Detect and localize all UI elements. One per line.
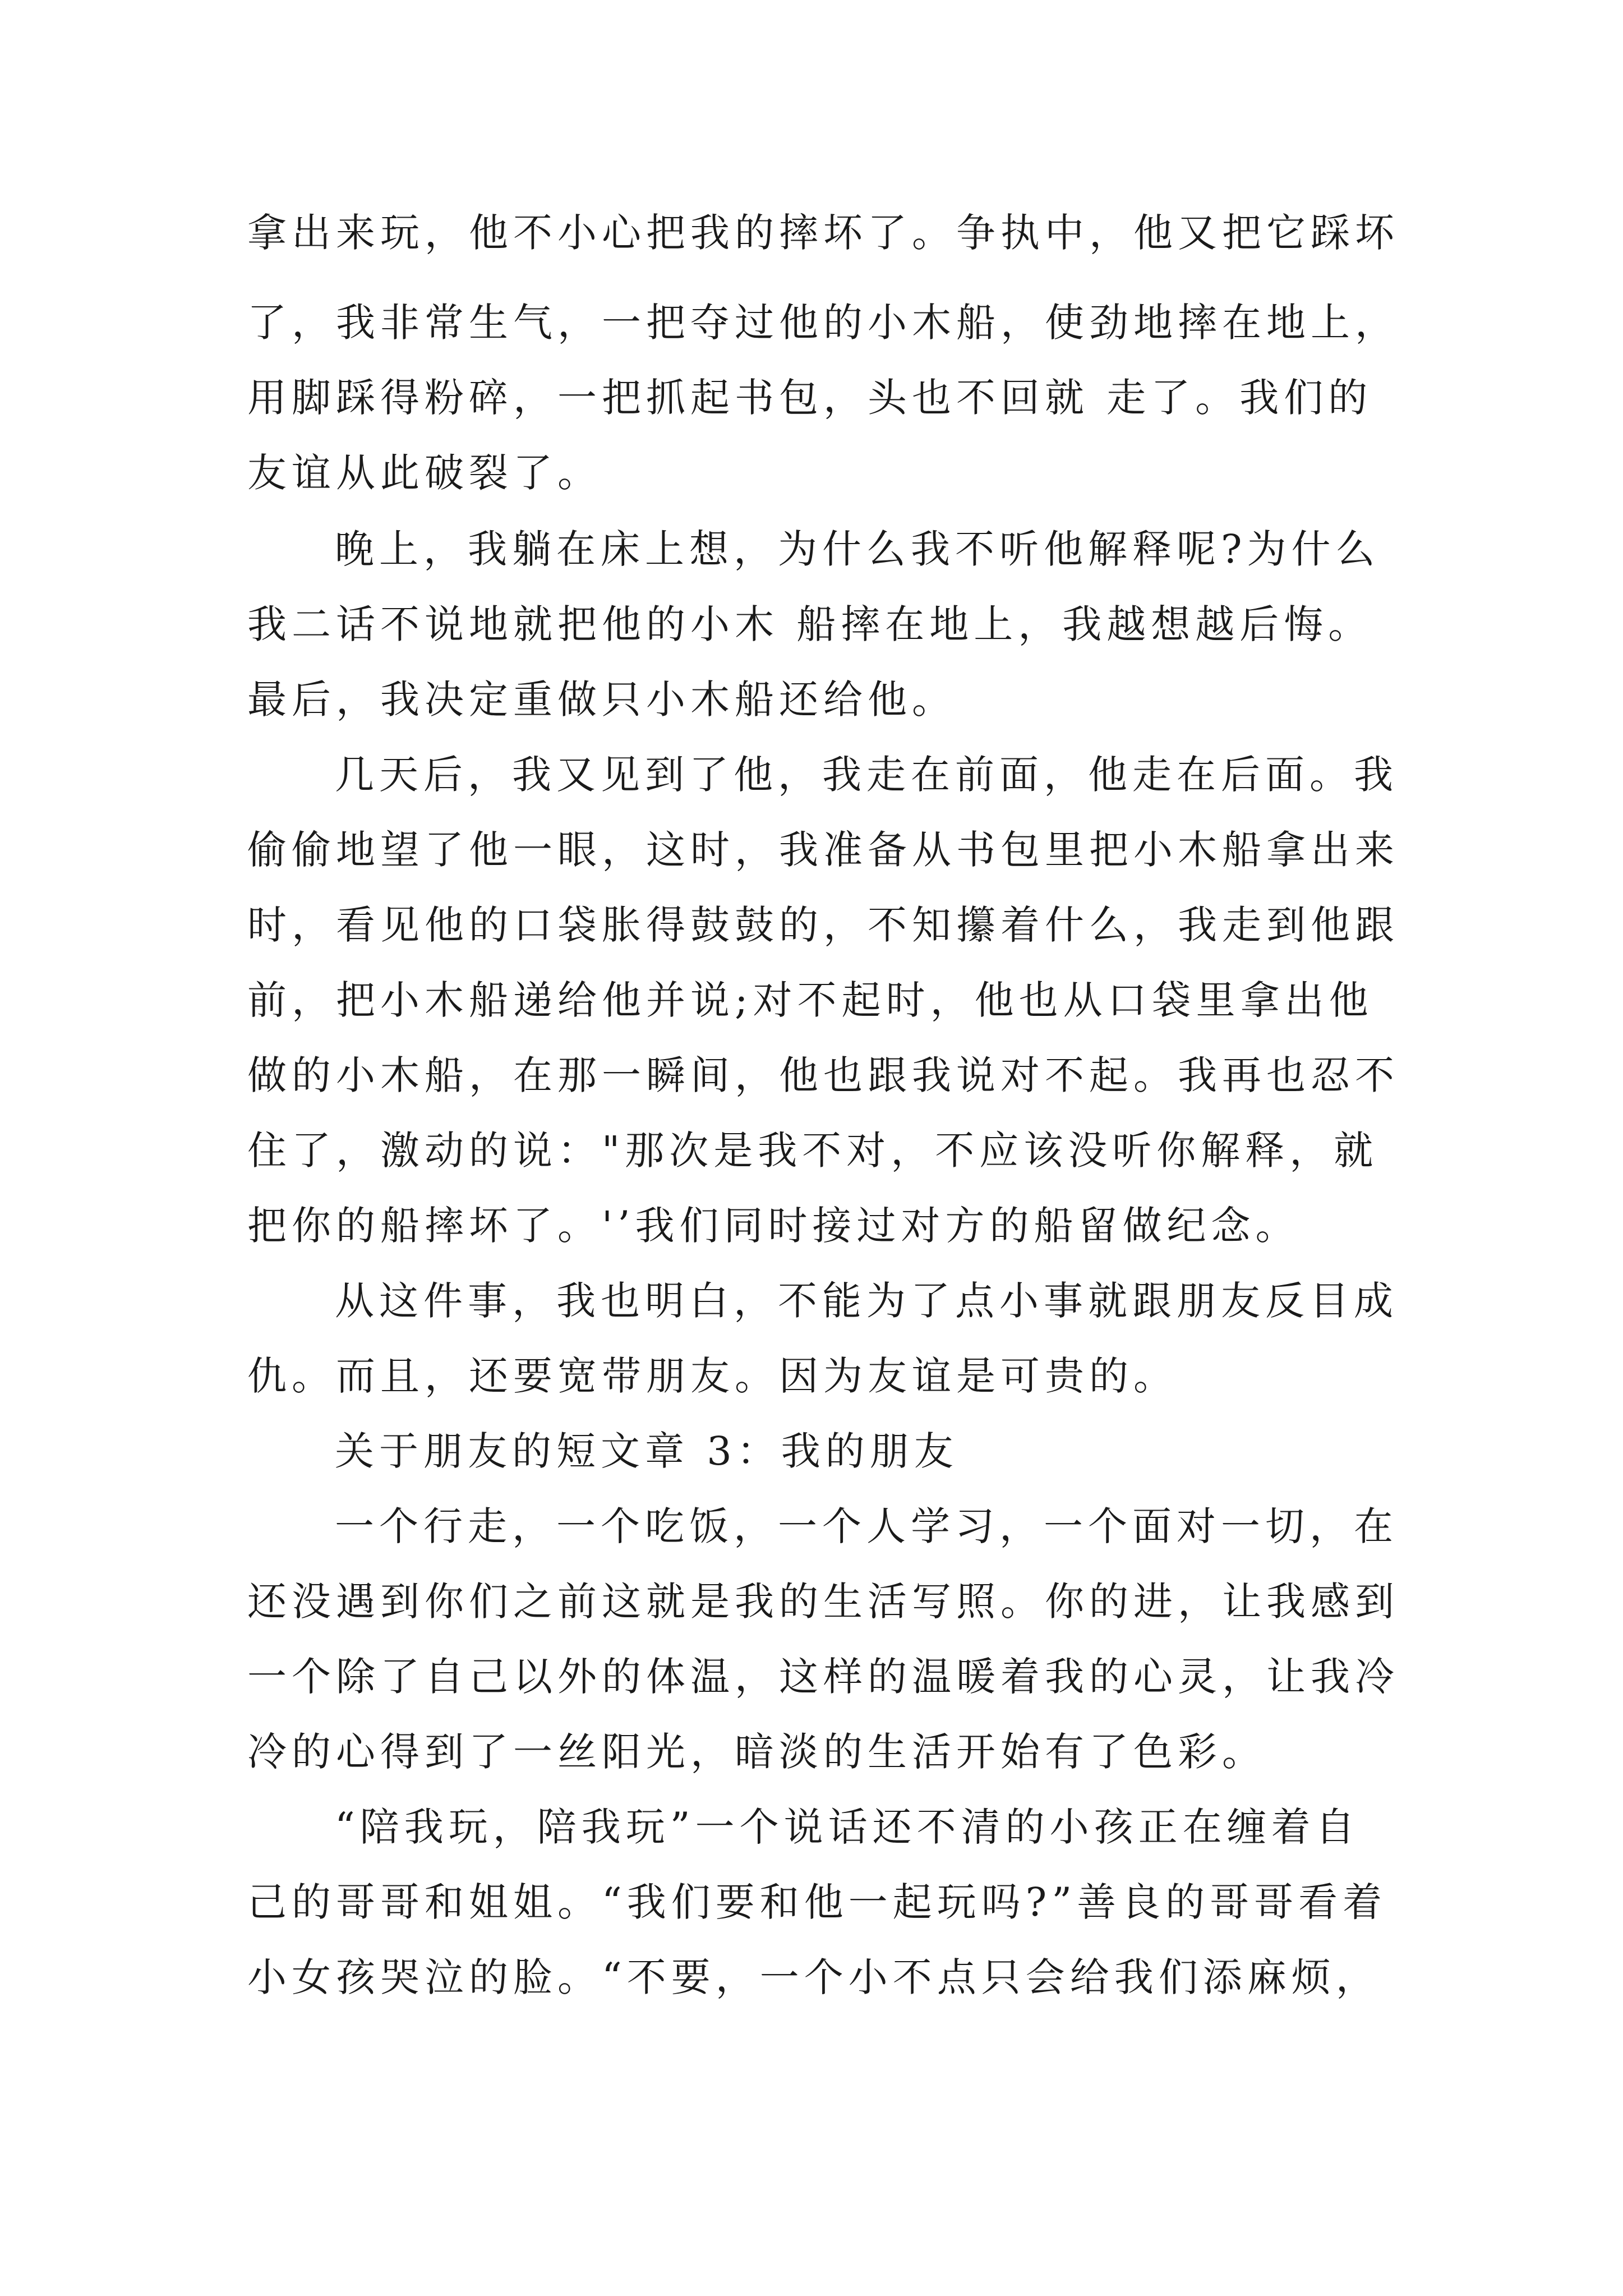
paragraph-start-line: “陪我玩，陪我玩”一个说话还不清的小孩正在缠着自: [335, 1804, 1360, 1850]
text-line: 做的小木船，在那一瞬间，他也跟我说对不起。我再也忍不: [247, 1052, 1399, 1098]
text-line: 友谊从此破裂了。: [247, 450, 602, 496]
text-line: 冷的心得到了一丝阳光，暗淡的生活开始有了色彩。: [247, 1729, 1266, 1775]
text-line: 用脚踩得粉碎，一把抓起书包，头也不回就 走了。我们的: [247, 375, 1373, 421]
text-line: 拿出来玩，他不小心把我的摔坏了。争执中，他又把它踩坏: [247, 210, 1399, 256]
text-line: 最后，我决定重做只小木船还给他。: [247, 677, 956, 723]
text-line: 偷偷地望了他一眼，这时，我准备从书包里把小木船拿出来: [247, 827, 1399, 873]
text-line: 一个除了自己以外的体温，这样的温暖着我的心灵，让我冷: [247, 1654, 1399, 1700]
text-line: 了，我非常生气，一把夺过他的小木船，使劲地摔在地上，: [247, 300, 1399, 346]
text-line: 把你的船摔坏了。'’我们同时接过对方的船留做纪念。: [247, 1203, 1300, 1249]
text-line: 还没遇到你们之前这就是我的生活写照。你的进，让我感到: [247, 1579, 1399, 1625]
text-line: 我二话不说地就把他的小木 船摔在地上，我越想越后悔。: [247, 601, 1373, 647]
text-line: 小女孩哭泣的脸。“不要，一个小不点只会给我们添麻烦，: [247, 1954, 1380, 2000]
text-line: 己的哥哥和姐姐。“我们要和他一起玩吗?”善良的哥哥看着: [247, 1879, 1387, 1925]
paragraph-start-line: 从这件事，我也明白，不能为了点小事就跟朋友反目成: [335, 1278, 1398, 1324]
text-line: 住了，激动的说："那次是我不对，不应该没听你解释，就: [247, 1128, 1378, 1174]
section-heading: 关于朋友的短文章 3：我的朋友: [335, 1428, 958, 1474]
text-line: 时，看见他的口袋胀得鼓鼓的，不知攥着什么，我走到他跟: [247, 902, 1399, 948]
paragraph-start-line: 几天后，我又见到了他，我走在前面，他走在后面。我: [335, 752, 1398, 798]
paragraph-start-line: 晚上，我躺在床上想，为什么我不听他解释呢?为什么: [335, 526, 1380, 572]
text-line: 前，把小木船递给他并说;对不起时，他也从口袋里拿出他: [247, 977, 1373, 1023]
text-line: 仇。而且，还要宽带朋友。因为友谊是可贵的。: [247, 1353, 1178, 1399]
paragraph-start-line: 一个行走，一个吃饭，一个人学习，一个面对一切，在: [335, 1503, 1398, 1549]
